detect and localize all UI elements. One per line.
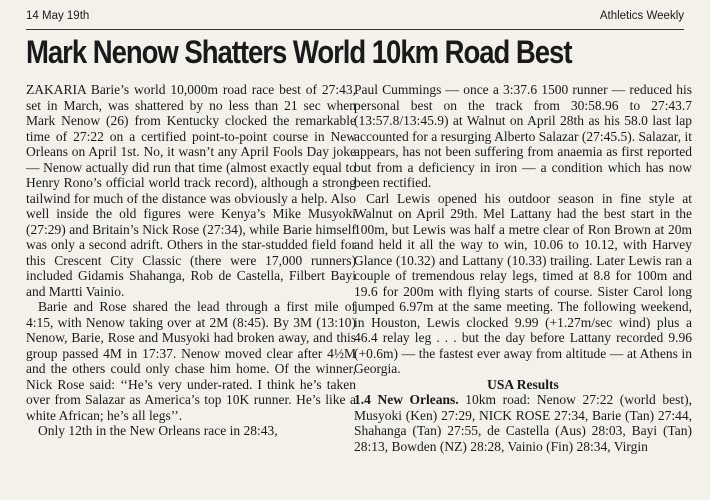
left-paragraph-1: ZAKARIA Barie’s world 10,000m road race best of 27:43, set in March, was shattered by no less than 21 sec when Mark Nenow (26) from Kentucky clocked the remarkable time of 27:22 on a certified point-to-point course in New Orleans on April 1st. No, it wasn’t any April Fools Day joke — Nenow actually did run that time (almost exactly equal to Henry Rono’s official world track record), although a strong tailwind for much of the distance was obviously a help. Also well inside the old figures were Kenya’s Mike Musyoki (27:29) and Britain’s Nick Rose (27:34), while Barie himself was only a second adrift. Others in the star-studded field for this Crescent City Classic (there were 17,000 runners) included Gidamis Shahanga, Rob de Castella, Filbert Bayi and Martti Vainio. [26, 82, 356, 299]
results-heading: USA Results [487, 376, 559, 392]
results-body [354, 392, 692, 454]
right-paragraph-1: Paul Cummings — once a 3:37.6 1500 runner — reduced his personal best on the track from 30:58.96 to 27:43.7 (13:57.8/13:45.9) at Walnut on April 28th as his 58.0 last lap accounted for a resurging Alberto Salazar (27:45.5). Salazar, it appears, has not been suffering from anaemia as first reported but from a deficiency in iron — a condition which has now been rectified. [354, 82, 692, 190]
results-text: 10km road: Nenow 27:22 (world best), Musyoki (Ken) 27:29, NICK ROSE 27:34, Barie (Tan) 27:44, Shahanga (Tan) 27:55, de Castella (Aus) 28:03, Bayi (Tan) 28:13, Bowden (NZ) 28:28, Vainio (Fin) 28:34, Virgin [354, 392, 692, 454]
right-paragraph-2: Carl Lewis opened his outdoor season in fine style at Walnut on April 29th. Mel Lattany had the best start in the 100m, but Lewis was half a metre clear of Ron Brown at 20m and held it all the way to win, 10.06 to 10.12, with Harvey Glance (10.32) and Lattany (10.33) trailing. Later Lewis ran a couple of tremendous relay legs, timed at 8.8 for 100m and 19.6 for 200m with flying starts of course. Sister Carol long jumped 6.97m at the same meeting. The following weekend, in Houston, Lewis clocked 9.99 (+1.27m/sec wind) plus a 46.4 relay leg . . . but the day before Lattany recorded 9.96 (+0.6m) — the fastest ever away from altitude — at Athens in Georgia. [354, 190, 692, 376]
publication-name: Athletics Weekly [599, 10, 684, 22]
left-paragraph-3: Only 12th in the New Orleans race in 28:43, [38, 423, 278, 438]
left-column [26, 82, 356, 439]
left-paragraph-2: Barie and Rose shared the lead through a first mile of 4:15, with Nenow taking over at 2M (8:45). By 3M (13:10) Nenow, Barie, Rose and Musyoki had broken away, and this group passed 4M in 17:37. Nenow moved clear after 4½M and the others could only chase him home. Of the winner, Nick Rose said: ‘‘He’s very under-rated. I think he’s taken over from Salazar as America’s top 10K runner. He’s like a white African; he’s all legs’’. [26, 299, 356, 423]
page-header [26, 8, 684, 28]
article-headline: Mark Nenow Shatters World 10km Road Best [26, 34, 572, 70]
results-lead: 1.4 New Orleans. [354, 392, 459, 407]
page-number-date: 14 May 19th [26, 10, 90, 22]
header-rule [26, 29, 684, 30]
right-column [354, 82, 692, 454]
